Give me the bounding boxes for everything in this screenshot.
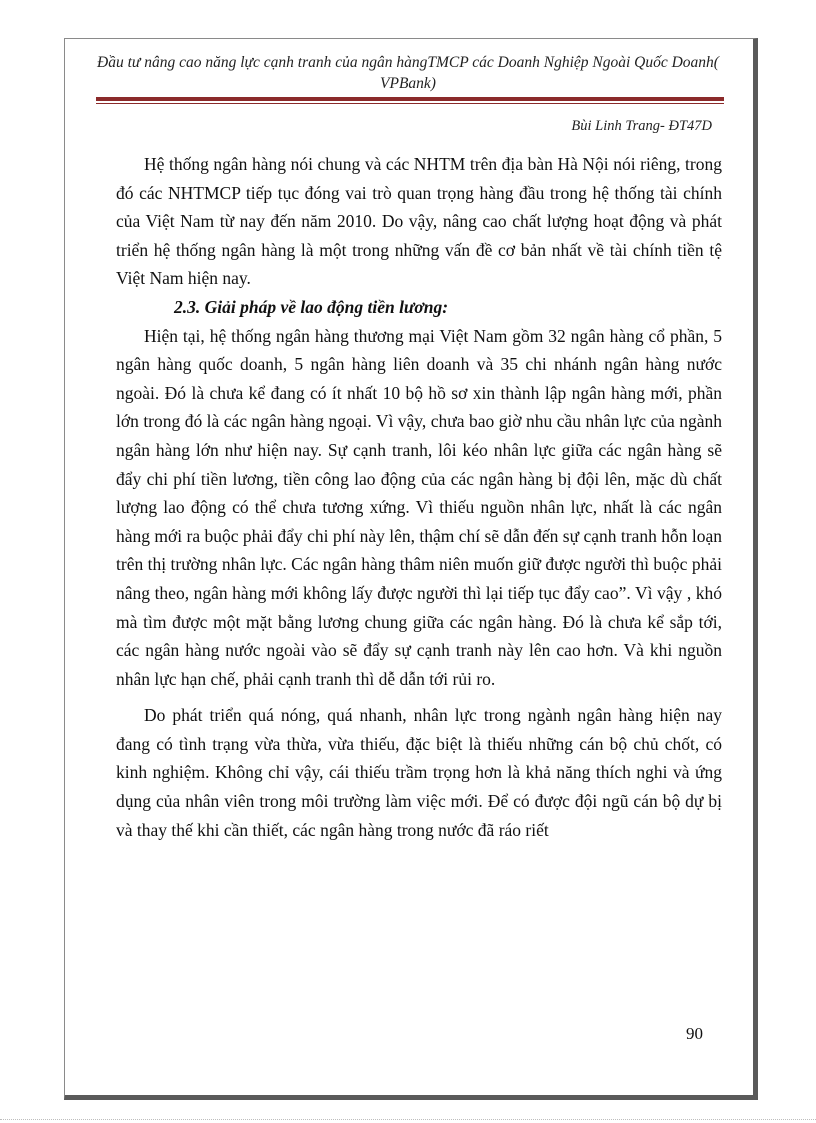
- document-body: [116, 150, 722, 844]
- paragraph-staff-shortage: Do phát triển quá nóng, quá nhanh, nhân lực trong ngành ngân hàng hiện nay đang có tình trạng vừa thừa, vừa thiếu, đặc biệt là thiếu những cán bộ chủ chốt, có kinh nghiệm. Không chỉ vậy, cái thiếu trầm trọng hơn là khả năng thích nghi và ứng dụng của nhân viên trong môi trường làm việc mới. Để có được đội ngũ cán bộ dự bị và thay thế khi cần thiết, các ngân hàng trong nước đã ráo riết: [116, 705, 722, 840]
- intro-paragraph: Hệ thống ngân hàng nói chung và các NHTM trên địa bàn Hà Nội nói riêng, trong đó các NHTMCP tiếp tục đóng vai trò quan trọng hàng đầu trong hệ thống tài chính của Việt Nam từ nay đến năm 2010. Do vậy, nâng cao chất lượng hoạt động và phát triển hệ thống ngân hàng là một trong những vấn đề cơ bản nhất về tài chính tiền tệ Việt Nam hiện nay.: [116, 154, 722, 289]
- header-rule-thin: [96, 103, 724, 104]
- paragraph-labor-market: Hiện tại, hệ thống ngân hàng thương mại Việt Nam gồm 32 ngân hàng cổ phần, 5 ngân hàng quốc doanh, 5 ngân hàng liên doanh và 35 chi nhánh ngân hàng nước ngoài. Đó là chưa kể đang có ít nhất 10 bộ hồ sơ xin thành lập ngân hàng mới, phần lớn trong đó là các ngân hàng ngoại. Vì vậy, chưa bao giờ nhu cầu nhân lực của ngành ngân hàng lớn như hiện nay. Sự cạnh tranh, lôi kéo nhân lực giữa các ngân hàng sẽ đẩy chi phí tiền lương, tiền công lao động của các ngân hàng bị đội lên, mặc dù chất lượng lao động có thể chưa tương xứng. Vì thiếu nguồn nhân lực, nhất là các ngân hàng mới ra buộc phải đẩy chi phí này lên, thậm chí sẽ dẫn đến sự cạnh tranh hỗn loạn trên thị trường nhân lực. Các ngân hàng thâm niên muốn giữ được người thì buộc phải nâng theo, ngân hàng mới không lấy được người thì lại tiếp tục đẩy cao”. Vì vậy , khó mà tìm được một mặt bằng lương chung giữa các ngân hàng. Đó là chưa kể sắp tới, các ngân hàng nước ngoài vào sẽ đẩy sự cạnh tranh này lên cao hơn. Và khi nguồn nhân lực hạn chế, phải cạnh tranh thì dễ dẫn tới rủi ro.: [116, 325, 722, 689]
- section-heading: 2.3. Giải pháp về lao động tiền lương:: [174, 296, 449, 317]
- page-bottom-dotted-line: [0, 1119, 816, 1120]
- running-header-author: Bùi Linh Trang- ĐT47D: [571, 118, 712, 134]
- page-number: 90: [686, 1024, 703, 1043]
- running-header-title: Đầu tư nâng cao năng lực cạnh tranh của ngân hàngTMCP các Doanh Nghiệp Ngoài Quốc Doanh( VPBank): [97, 54, 719, 92]
- header-rule-thick: [96, 97, 724, 101]
